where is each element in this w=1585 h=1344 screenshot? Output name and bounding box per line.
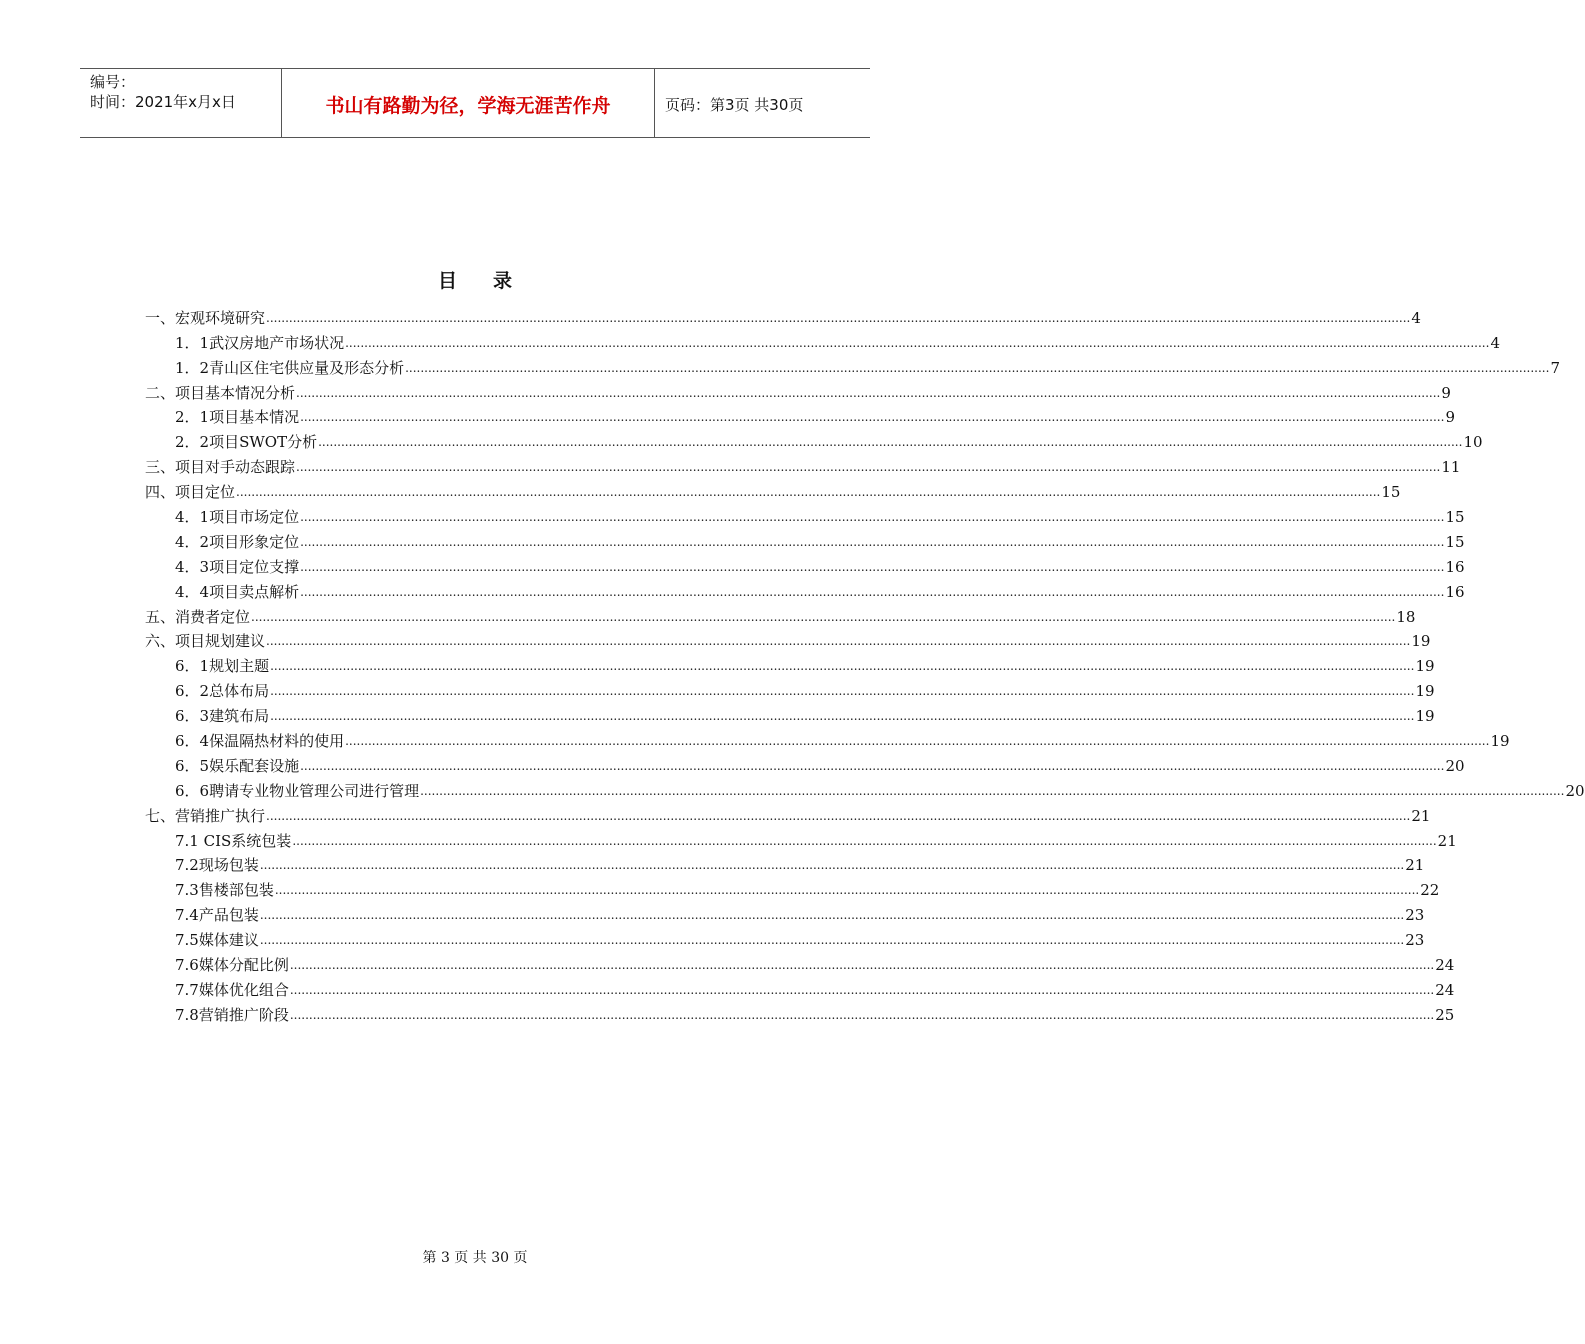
toc-dot-leader: ............................................................................................................................................................................................................................................................................................................: [300, 534, 1445, 549]
toc-entry[interactable]: [145, 451, 1461, 477]
toc-entry-number: 二、: [145, 383, 176, 402]
toc-entry-label: 7.5媒体建议: [175, 931, 259, 950]
toc-title: [0, 266, 950, 293]
toc-dot-leader: ............................................................................................................................................................................................................................................................................................................: [420, 783, 1565, 798]
toc-entry-label: 7.4产品包装: [175, 906, 259, 925]
toc-dot-leader: ............................................................................................................................................................................................................................................................................................................: [259, 933, 1405, 948]
toc-entry[interactable]: [145, 352, 1560, 377]
toc-entry-page: 19: [1411, 632, 1431, 651]
toc-entry-label: 7.6媒体分配比例: [175, 956, 289, 975]
toc-dot-leader: ............................................................................................................................................................................................................................................................................................................: [296, 385, 1441, 400]
toc-entry-label: 营销推广执行: [175, 806, 266, 825]
toc-entry[interactable]: [145, 526, 1465, 551]
toc-entry[interactable]: [145, 750, 1465, 775]
toc-dot-leader: ............................................................................................................................................................................................................................................................................................................: [270, 684, 1415, 699]
toc-entry-label: 1．1武汉房地产市场状况: [175, 333, 345, 352]
toc-entry-number: 一、: [145, 308, 176, 327]
toc-dot-leader: ............................................................................................................................................................................................................................................................................................................: [300, 559, 1445, 574]
toc-entry-label: 6．3建筑布局: [175, 707, 270, 726]
toc-entry-label: 7.3售楼部包装: [175, 881, 274, 900]
toc-entry-page: 7: [1550, 358, 1560, 377]
toc-entry[interactable]: [145, 899, 1425, 925]
toc-entry-label: 宏观环境研究: [175, 308, 266, 327]
toc-entry-label: 6．5娱乐配套设施: [175, 756, 300, 775]
table-of-contents: [145, 302, 1585, 1024]
toc-entry-page: 9: [1441, 383, 1451, 402]
toc-dot-leader: ............................................................................................................................................................................................................................................................................................................: [289, 1007, 1435, 1022]
toc-entry-page: 15: [1381, 483, 1401, 502]
toc-dot-leader: ............................................................................................................................................................................................................................................................................................................: [345, 734, 1490, 749]
toc-entry[interactable]: [145, 576, 1465, 601]
toc-entry[interactable]: [145, 924, 1425, 950]
toc-entry[interactable]: [145, 650, 1435, 676]
toc-entry-page: 16: [1445, 582, 1465, 601]
document-date: 时间：2021年x月x日: [90, 93, 236, 111]
document-number: 编号：: [90, 73, 136, 91]
toc-dot-leader: ............................................................................................................................................................................................................................................................................................................: [266, 310, 1411, 325]
toc-entry-page: 20: [1445, 756, 1465, 775]
toc-entry-label: 4．2项目形象定位: [175, 532, 300, 551]
toc-dot-leader: ............................................................................................................................................................................................................................................................................................................: [300, 510, 1445, 525]
toc-entry-label: 2．2项目SWOT分析: [175, 433, 318, 452]
toc-entry[interactable]: [145, 949, 1455, 975]
toc-entry[interactable]: [145, 626, 1431, 651]
toc-entry[interactable]: [145, 825, 1457, 850]
toc-entry-number: 六、: [145, 632, 176, 651]
toc-entry-label: 项目定位: [175, 483, 236, 502]
toc-dot-leader: ............................................................................................................................................................................................................................................................................................................: [296, 460, 1441, 475]
toc-entry-page: 15: [1445, 532, 1465, 551]
toc-dot-leader: ............................................................................................................................................................................................................................................................................................................: [300, 410, 1445, 425]
toc-entry-page: 19: [1415, 707, 1435, 726]
toc-dot-leader: ............................................................................................................................................................................................................................................................................................................: [405, 360, 1550, 375]
toc-entry-label: 项目规划建议: [175, 632, 266, 651]
toc-dot-leader: ............................................................................................................................................................................................................................................................................................................: [259, 858, 1405, 873]
toc-entry-page: 11: [1441, 458, 1461, 477]
toc-entry[interactable]: [145, 850, 1425, 875]
toc-entry-label: 7.1 CIS系统包装: [175, 831, 292, 850]
header-motto: 书山有路勤为径，学海无涯苦作舟: [325, 95, 611, 117]
toc-dot-leader: ............................................................................................................................................................................................................................................................................................................: [259, 908, 1405, 923]
toc-entry-label: 4．1项目市场定位: [175, 508, 300, 527]
header-motto-cell: [282, 69, 655, 137]
toc-entry-number: 三、: [145, 458, 176, 477]
toc-entry[interactable]: [145, 999, 1455, 1024]
toc-entry-page: 22: [1420, 881, 1440, 900]
toc-entry-label: 7.7媒体优化组合: [175, 980, 289, 999]
toc-entry[interactable]: [145, 302, 1421, 327]
toc-entry-page: 10: [1463, 433, 1483, 452]
toc-entry-label: 6．2总体布局: [175, 682, 270, 701]
page-footer: 第 3 页 共 30 页: [422, 1250, 528, 1266]
toc-entry[interactable]: [145, 601, 1416, 626]
toc-entry-number: 五、: [145, 607, 176, 626]
toc-entry-number: 七、: [145, 806, 176, 825]
toc-entry[interactable]: [145, 725, 1510, 751]
toc-entry-page: 19: [1490, 732, 1510, 751]
toc-entry-label: 4．3项目定位支撑: [175, 557, 300, 576]
toc-entry-page: 4: [1411, 308, 1421, 327]
toc-entry[interactable]: [145, 426, 1483, 452]
toc-dot-leader: ............................................................................................................................................................................................................................................................................................................: [266, 808, 1411, 823]
toc-entry-page: 19: [1415, 682, 1435, 701]
toc-entry-label: 1．2青山区住宅供应量及形态分析: [175, 358, 405, 377]
toc-entry-label: 6．6聘请专业物业管理公司进行管理: [175, 781, 420, 800]
toc-entry[interactable]: [145, 402, 1455, 427]
toc-entry[interactable]: [145, 551, 1465, 576]
toc-dot-leader: ............................................................................................................................................................................................................................................................................................................: [266, 634, 1411, 649]
toc-entry-label: 7.8营销推广阶段: [175, 1005, 289, 1024]
toc-entry-page: 20: [1565, 781, 1585, 800]
toc-entry[interactable]: [145, 874, 1440, 900]
toc-entry-page: 23: [1405, 906, 1425, 925]
toc-entry-page: 24: [1435, 980, 1455, 999]
toc-entry-label: 项目基本情况分析: [175, 383, 296, 402]
toc-entry[interactable]: [145, 775, 1585, 800]
toc-entry[interactable]: [145, 974, 1455, 999]
toc-entry[interactable]: [145, 675, 1435, 701]
toc-dot-leader: ............................................................................................................................................................................................................................................................................................................: [300, 758, 1445, 773]
toc-entry-label: 7.2现场包装: [175, 856, 259, 875]
toc-entry-page: 16: [1445, 557, 1465, 576]
page-header: [80, 68, 870, 138]
header-meta-cell: [80, 69, 282, 137]
toc-entry-page: 24: [1435, 956, 1455, 975]
toc-entry-label: 消费者定位: [175, 607, 251, 626]
toc-entry[interactable]: [145, 501, 1465, 527]
toc-entry[interactable]: [145, 377, 1451, 402]
toc-dot-leader: ............................................................................................................................................................................................................................................................................................................: [289, 982, 1435, 997]
toc-entry-page: 19: [1415, 657, 1435, 676]
toc-entry-page: 15: [1445, 508, 1465, 527]
toc-title-char: 目: [437, 270, 457, 292]
toc-entry-label: 6．4保温隔热材料的使用: [175, 732, 345, 751]
toc-entry-label: 2．1项目基本情况: [175, 408, 300, 427]
toc-dot-leader: ............................................................................................................................................................................................................................................................................................................: [270, 709, 1415, 724]
toc-dot-leader: ............................................................................................................................................................................................................................................................................................................: [292, 833, 1437, 848]
toc-dot-leader: ............................................................................................................................................................................................................................................................................................................: [300, 584, 1445, 599]
toc-entry-page: 4: [1490, 333, 1500, 352]
toc-dot-leader: ............................................................................................................................................................................................................................................................................................................: [270, 659, 1415, 674]
toc-entry[interactable]: [145, 800, 1431, 825]
toc-entry-page: 21: [1411, 806, 1431, 825]
header-page-info: 页码：第3页 共30页: [665, 96, 804, 114]
toc-entry-page: 21: [1437, 831, 1457, 850]
header-page-cell: [655, 69, 870, 137]
toc-dot-leader: ............................................................................................................................................................................................................................................................................................................: [345, 335, 1490, 350]
toc-dot-leader: ............................................................................................................................................................................................................................................................................................................: [289, 958, 1435, 973]
toc-entry-label: 6．1规划主题: [175, 657, 270, 676]
toc-dot-leader: ............................................................................................................................................................................................................................................................................................................: [251, 609, 1396, 624]
toc-entry-page: 23: [1405, 931, 1425, 950]
toc-entry-page: 18: [1396, 607, 1416, 626]
toc-dot-leader: ............................................................................................................................................................................................................................................................................................................: [274, 883, 1420, 898]
toc-entry-page: 21: [1405, 856, 1425, 875]
toc-dot-leader: ............................................................................................................................................................................................................................................................................................................: [318, 435, 1463, 450]
toc-entry[interactable]: [145, 476, 1401, 502]
toc-entry-number: 四、: [145, 483, 176, 502]
toc-title-char: 录: [493, 270, 513, 292]
toc-dot-leader: ............................................................................................................................................................................................................................................................................................................: [236, 485, 1381, 500]
toc-entry[interactable]: [145, 327, 1500, 352]
toc-entry-page: 9: [1445, 408, 1455, 427]
toc-entry-label: 项目对手动态跟踪: [175, 458, 296, 477]
toc-entry[interactable]: [145, 700, 1435, 726]
toc-entry-page: 25: [1435, 1005, 1455, 1024]
toc-entry-label: 4．4项目卖点解析: [175, 582, 300, 601]
